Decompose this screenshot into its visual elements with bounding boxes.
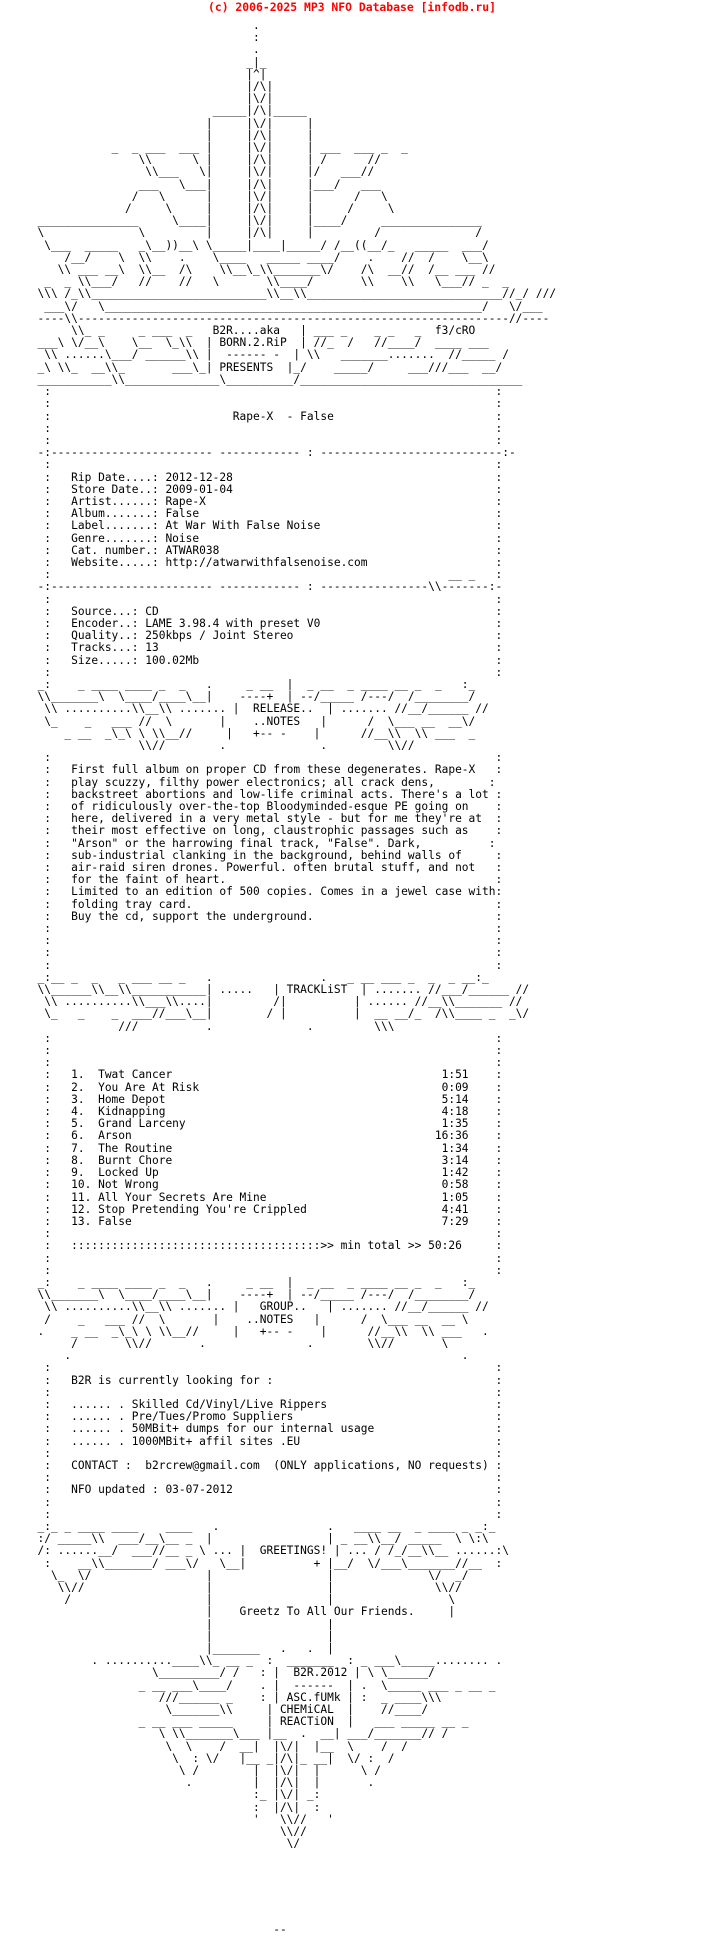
nfo-line: : : [24, 934, 503, 948]
nfo-line: : [24, 31, 260, 45]
nfo-line: ----\\----------------------------------------------------------------//---- [24, 311, 550, 325]
nfo-line: \ \ | |/\| | / / [24, 226, 483, 240]
nfo-line: : Encoder..: LAME 3.98.4 with preset V0 : [24, 616, 503, 630]
nfo-line: _ __ _\_\ \ \\__// | +-- - | //__\\ \\ ___ _ [24, 726, 476, 740]
nfo-line: : ...... . Skilled Cd/Vinyl/Live Rippers : [24, 1397, 503, 1411]
nfo-line: : Rip Date....: 2012-12-28 : [24, 470, 503, 484]
nfo-line: ___ \___| |/\| |___/ ___ [24, 177, 381, 191]
nfo-line: \ \ / __| |\/| |__ \ / / [24, 1739, 408, 1753]
nfo-line: : 13. False 7:29 : [24, 1214, 503, 1228]
nfo-line: : Label.......: At War With False Noise : [24, 519, 503, 533]
nfo-line: _______________ \____| |\/| |____/ _______________ [24, 214, 483, 228]
nfo-line: \___ _____ _\__))__\ \_____|____|_____/ /__((__/_ _____ ___/ [24, 238, 489, 252]
nfo-line: : : [24, 922, 503, 936]
nfo-line: : 8. Burnt Chore 3:14 : [24, 1153, 503, 1167]
nfo-line: : : [24, 458, 503, 472]
nfo-line: . | |/\| | . [24, 1776, 375, 1790]
nfo-line: _:_ _ ____ ____ ____ . . ____ __ _ ____ _ _:_ [24, 1519, 496, 1533]
nfo-line: / | | \ [24, 1593, 456, 1607]
nfo-line: \ / | |\/| | \ / [24, 1764, 381, 1778]
nfo-line: : : [24, 1227, 503, 1241]
nfo-line: _ __ ___ _____ | REACTiON | ___ _____ __ _ [24, 1715, 469, 1729]
nfo-line: _|_ [24, 55, 267, 69]
nfo-line: \_ \/ | | \/ _/ [24, 1568, 469, 1582]
nfo-line: : for the faint of heart. : [24, 873, 503, 887]
nfo-line: : Tracks...: 13 : [24, 641, 503, 655]
nfo-line: : 6. Arson 16:36 : [24, 1129, 503, 1143]
nfo-line: : : [24, 1251, 503, 1265]
nfo-line: : 3. Home Depot 5:14 : [24, 1092, 503, 1106]
nfo-line: : : [24, 1056, 503, 1070]
nfo-line: : Cat. number.: ATWAR038 : [24, 543, 503, 557]
nfo-line: \\ ..........\\__\\ ....... | GROUP.. | ....... //__/______ // [24, 1300, 489, 1314]
nfo-line: : : [24, 592, 503, 606]
nfo-line: : 7. The Routine 1:34 : [24, 1141, 503, 1155]
nfo-ascii-document [24, 20, 556, 1936]
nfo-line: : 9. Locked Up 1:42 : [24, 1166, 503, 1180]
nfo-line: ___\/ \________________________________________________________/ \/___ [24, 299, 543, 313]
nfo-line: \\ ......\___/ ______\\ | ------ - | \\ _______....... //_____ / [24, 348, 509, 362]
nfo-line: / \\// . . \\// \ [24, 1336, 449, 1350]
page-header-title: (c) 2006-2025 MP3 NFO Database [infodb.ru] [207, 0, 497, 14]
nfo-line: \\______\\__\\___________| ..... | TRACKLiST | ....... //___/______ // [24, 983, 530, 997]
nfo-line: \\// . . \\// [24, 738, 415, 752]
nfo-line: /__/ \ \\ . \____ _____ ____/ . // / \__\ [24, 250, 489, 264]
nfo-line: | |\/| | [24, 116, 314, 130]
nfo-line: : Quality..: 250kbps / Joint Stereo : [24, 629, 503, 643]
nfo-line: : : [24, 385, 503, 399]
nfo-line: : :::::::::::::::::::::::::::::::::::::>> min total >> 50:26 : [24, 1239, 503, 1253]
nfo-line: |\/| [24, 92, 274, 106]
nfo-line: /: ......__/ ___//__ _ \ ... | GREETINGS! | ... / /_/__\\__ ......:\ [24, 1544, 509, 1558]
nfo-line: : B2R is currently looking for : : [24, 1373, 503, 1387]
nfo-line: : ...... . 50MBit+ dumps for our internal usage : [24, 1422, 503, 1436]
nfo-line: : : [24, 1263, 503, 1277]
nfo-line: : : [24, 1361, 503, 1375]
nfo-line: \_________/ / : | B2R.2012 | \ \______/ [24, 1666, 435, 1680]
nfo-line: : : [24, 751, 503, 765]
nfo-line: : play scuzzy, filthy power electronics; all crack dens, : [24, 775, 496, 789]
nfo-line: ___________\\______________\__________/_________________________________ [24, 372, 523, 386]
nfo-line: -:------------------------ ------------ : ---------------------------:- [24, 446, 516, 460]
nfo-line: : here, delivered in a very metal style - but for me they're at : [24, 812, 503, 826]
nfo-line: \\\ /_\\__________________________\\__\\_____________________________//_/ /// [24, 287, 557, 301]
nfo-line: _ _ ___ ___ | |\/| | ___ ___ _ _ [24, 141, 408, 155]
nfo-line: : 12. Stop Pretending You're Crippled 4:41 : [24, 1202, 503, 1216]
nfo-line: : |/\| : [24, 1800, 321, 1814]
nfo-line: _: _ ____ ____ _ _ . _ __ | _ __ _ ____ __ _ _ :_ [24, 1275, 476, 1289]
nfo-line: \\___ \| |\/| |/ ___// [24, 165, 375, 179]
nfo-line: \\ ___ __\ \\__ /\ \\__\_\\_______\/ /\ __// /__ ___ // [24, 263, 496, 277]
nfo-line: : Size.....: 100.02Mb : [24, 653, 503, 667]
nfo-line: : : [24, 1385, 503, 1399]
nfo-line: \_______\\ | CHEMiCAL | //____/ [24, 1703, 429, 1717]
nfo-line: _: _ ____ ____ _ _ . _ __ | _ __ _ ____ __ _ _ :_ [24, 677, 476, 691]
nfo-line: : NFO updated : 03-07-2012 : [24, 1483, 503, 1497]
nfo-line: \\_______\ \____/____\__| ----+ | --/_____ /---/ /________/ [24, 690, 476, 704]
nfo-line: | | [24, 1629, 334, 1643]
nfo-line: : : [24, 433, 503, 447]
nfo-line: | |/\| | [24, 128, 314, 142]
nfo-line: . ..........____\\_ __ _ : _______ : _ ___\_____........ . [24, 1654, 503, 1668]
nfo-line: ///______ _ : | ASC.fUMk | : _ ____\\\ [24, 1690, 442, 1704]
nfo-line: . . [24, 1349, 469, 1363]
nfo-line: : : [24, 665, 503, 679]
nfo-line: _____|/\|_____ [24, 104, 307, 118]
nfo-line: ' \\// ' [24, 1812, 334, 1826]
nfo-line: . _ __ _\_\ \ \\__// | +-- - | //__\\ \\ ___ . [24, 1324, 489, 1338]
nfo-line: \\_ _ _ ___ _ B2R....aka | ___ _ _ _ _ f3/cRO [24, 324, 476, 338]
nfo-line: _\ \\_ __\\_ ___\_| PRESENTS |_/ _____/ ___///___ __/ [24, 360, 503, 374]
nfo-line: : folding tray card. : [24, 897, 503, 911]
nfo-line: |/\| [24, 80, 274, 94]
nfo-line: \_ _ ___ // \ | ..NOTES | / \___ __ __\/ [24, 714, 476, 728]
nfo-line: : : [24, 1446, 503, 1460]
nfo-line: / \ | |/\| | / \ [24, 202, 395, 216]
nfo-line: : : [24, 1031, 503, 1045]
nfo-line: : "Arson" or the harrowing final track, "False". Dark, : [24, 836, 496, 850]
nfo-line: : Store Date..: 2009-01-04 : [24, 482, 503, 496]
nfo-line: : Album.......: False : [24, 507, 503, 521]
nfo-line: . [24, 43, 260, 57]
nfo-line: : Artist......: Rape-X : [24, 494, 503, 508]
nfo-line: : : [24, 1044, 503, 1058]
nfo-line: : Rape-X - False : [24, 409, 503, 423]
nfo-line: \\// | | \\// [24, 1581, 462, 1594]
nfo-line: / _ ___ // \ | ..NOTES | / \___ __ __ \ [24, 1312, 469, 1326]
nfo-line: : Source...: CD : [24, 604, 503, 618]
nfo-line: : CONTACT : b2rcrew@gmail.com (ONLY applications, NO requests) : [24, 1458, 503, 1472]
nfo-line: \ : \/ |__ _|/\|_ __| \/ : / [24, 1751, 395, 1765]
nfo-line: : 11. All Your Secrets Are Mine 1:05 : [24, 1190, 503, 1204]
nfo-line: |^| [24, 67, 267, 81]
nfo-line: : their most effective on long, claustrophic passages such as : [24, 824, 503, 838]
nfo-line: : 1. Twat Cancer 1:51 : [24, 1068, 503, 1082]
nfo-line: ___\ \/__\ \__ \_\\ | BORN.2.RiP | //_ / //____/ ____ ___ [24, 336, 489, 350]
nfo-line: / \ | |\/| | / \ [24, 189, 388, 203]
nfo-line: : : [24, 397, 503, 411]
nfo-line: : backstreet abortions and low-life criminal acts. There's a lot : [24, 787, 503, 801]
nfo-line: : __\\_______/ ___\/ \__| + |__/ \/___\_______//__ : [24, 1556, 503, 1570]
nfo-line: : of ridiculously over-the-top Bloodyminded-esque PE going on : [24, 800, 503, 813]
nfo-line: : : [24, 1507, 503, 1521]
nfo-line: \ \\_______\___ |__ . __| ___/_______// / [24, 1727, 449, 1741]
nfo-line: | Greetz To All Our Friends. | [24, 1605, 456, 1619]
nfo-line: : : [24, 1495, 503, 1509]
nfo-line: : ...... . 1000MBit+ affil sites .EU : [24, 1434, 503, 1448]
nfo-line: . [24, 19, 260, 32]
nfo-line: : 2. You Are At Risk 0:09 : [24, 1080, 503, 1094]
nfo-line: : 4. Kidnapping 4:18 : [24, 1105, 503, 1119]
nfo-line: : : [24, 946, 503, 960]
nfo-line: _ _ \\___/ // // \ \\____/ \\ \\ \___// _ _ [24, 275, 509, 289]
nfo-line: \\ ..........\\__\\ ....... | RELEASE.. | ....... //__/______ // [24, 702, 489, 716]
nfo-line: /// . . \\\ [24, 1019, 395, 1033]
nfo-line: : : [24, 958, 503, 972]
nfo-line: \_ _ _ ___//___\__| / | | __ __/_ /\\____ _ _\/ [24, 1007, 530, 1021]
nfo-line: :_ |\/| _: [24, 1788, 321, 1802]
nfo-line: : __ _ : [24, 568, 503, 582]
nfo-line: -:------------------------ ------------ : ----------------\\-------:- [24, 580, 503, 594]
nfo-line: \/ [24, 1837, 301, 1851]
nfo-line: : Buy the cd, support the underground. : [24, 909, 503, 923]
nfo-line: : 5. Grand Larceny 1:35 : [24, 1117, 503, 1131]
nfo-line: \\ ..........\\___\\....| /| | ...... //__\\_______ // [24, 995, 523, 1009]
nfo-line: : ...... . Pre/Tues/Promo Suppliers : [24, 1410, 503, 1424]
nfo-line: : 10. Not Wrong 0:58 : [24, 1178, 503, 1192]
nfo-line: : : [24, 421, 503, 435]
nfo-line: : sub-industrial clanking in the background, behind walls of : [24, 848, 503, 862]
nfo-line: : First full album on proper CD from these degenerates. Rape-X : [24, 763, 503, 777]
nfo-line: : Website.....: http://atwarwithfalsenoise.com : [24, 555, 503, 569]
nfo-line: _ __ ___\____/ . | ------ | . \_____ ___ _ __ _ [24, 1678, 496, 1692]
nfo-line: |_______ . . | [24, 1642, 334, 1656]
nfo-line: : : [24, 1471, 503, 1485]
nfo-line: : air-raid siren drones. Powerful. often brutal stuff, and not : [24, 861, 503, 875]
nfo-line: -- [24, 1922, 287, 1936]
nfo-line: : Limited to an edition of 500 copies. Comes in a jewel case with: [24, 885, 503, 899]
nfo-line: \\// [24, 1825, 307, 1839]
nfo-line: \\ \ | |/\| | / // [24, 153, 381, 167]
nfo-line: _:__ _ _ _ ___ __ _ . . _ __ ___ _ _ _ __:_ [24, 970, 489, 984]
nfo-line: \\_______\ \____/____\__| ----+ | --/_____ /---/ /________/ [24, 1288, 476, 1302]
nfo-line: | | [24, 1617, 334, 1631]
nfo-line: :/ _____\\ ___/__\__ _ | | _ __\\__/ _____ \ \:\ [24, 1532, 489, 1546]
nfo-line: : Genre.......: Noise : [24, 531, 503, 545]
